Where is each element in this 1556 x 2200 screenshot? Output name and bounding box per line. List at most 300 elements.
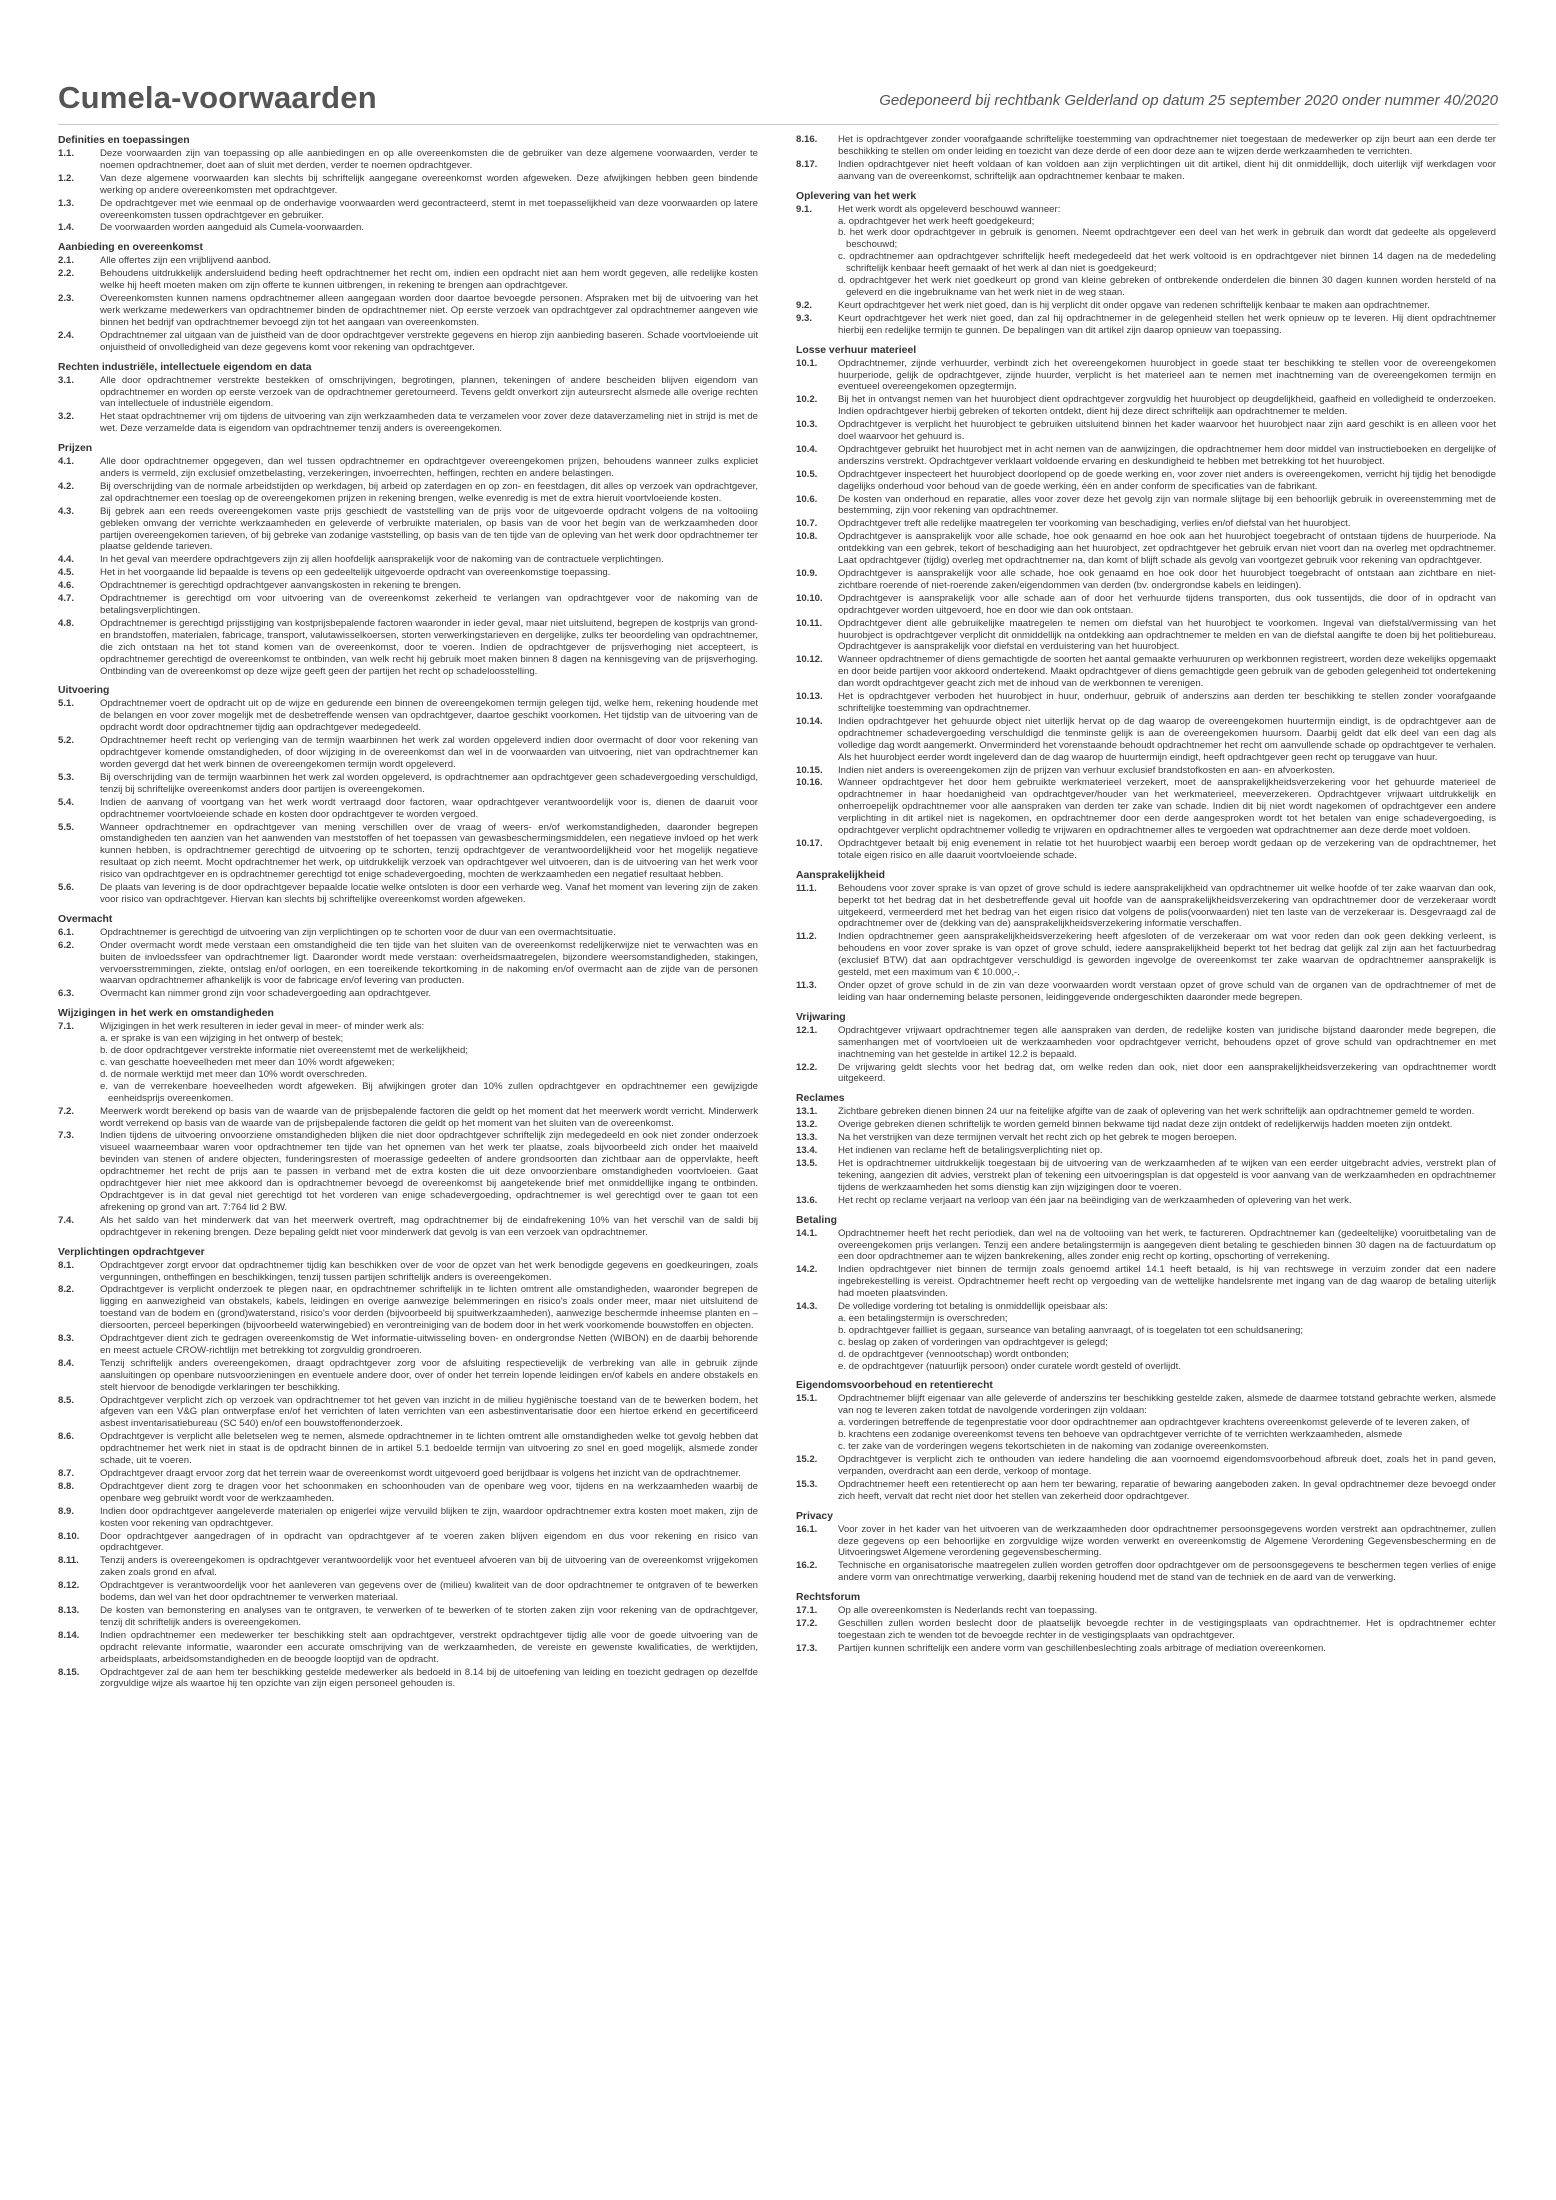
section-title: Wijzigingen in het werk en omstandigheden bbox=[58, 1008, 274, 1020]
clause-text: Partijen kunnen schriftelijk een andere vorm van geschillenbeslechting zoals arbitrage of mediation overeenkomen. bbox=[838, 1642, 1326, 1654]
clause-sub-item: d. de normale werktijd met meer dan 10% wordt overschreden. bbox=[100, 1068, 368, 1080]
clause-body bbox=[838, 1301, 1496, 1372]
clause-number: 5.5. bbox=[58, 821, 75, 833]
clause-text: Onder overmacht wordt mede verstaan een omstandigheid die ten tijde van het sluiten van de overeenkomst redelijkerwijze niet te verwachten was en buiten de invloedssfeer van opdrachtnemer ligt. Daaronder wordt mede verstaan: overheidsmaatregelen, bijzondere weersomstandigheden, stakingen, vervoersstremmingen, ziekte, ontslag en/of oorlogen, en een toereikende tekortkoming in de nakoming en/of overmacht aan de zijde van de personen waarvan opdrachtnemer afhankelijk is voor de fabricage en/of levering van producten. bbox=[100, 939, 758, 987]
clause-body bbox=[100, 375, 758, 411]
clause-sub-item: c. opdrachtnemer aan opdrachtgever schriftelijk heeft medegedeeld dat het werk voltooid is en opdrachtgever niet binnen 14 dagen na de mededeling schriftelijk kenbaar heeft gemaakt of het werk al dan niet is goedgekeurd; bbox=[838, 251, 1496, 275]
clause-sub-item: a. opdrachtgever het werk heeft goedgekeurd; bbox=[838, 215, 1035, 227]
clause-number: 10.12. bbox=[796, 654, 823, 666]
clause-number: 8.16. bbox=[796, 134, 818, 145]
clause-body bbox=[100, 940, 758, 988]
clause-body bbox=[838, 1393, 1496, 1453]
clause-text: Tenzij anders is overeengekomen is opdrachtgever verantwoordelijk voor het eventueel afvoeren van bij de uitvoering van de overeenkomst vrijgekomen zaken zoals grond en afval. bbox=[100, 1555, 758, 1579]
clause bbox=[58, 1395, 758, 1431]
clause-sub-item: c. van geschatte hoeveelheden met meer dan 10% wordt afgeweken; bbox=[100, 1057, 395, 1068]
clause-text: De kosten van onderhoud en reparatie, alles voor zover deze het gevolg zijn van normale slijtage bij een behoorlijk gebruik in overeenstemming met de bestemming, zijn voor rekening van opdrachtnemer. bbox=[838, 493, 1496, 517]
clause bbox=[58, 822, 758, 882]
section-title: Aanbieding en overeenkomst bbox=[58, 242, 203, 254]
section-title: Eigendomsvoorbehoud en retentierecht bbox=[796, 1380, 993, 1392]
clause-body bbox=[838, 469, 1496, 493]
clause-number: 17.2. bbox=[796, 1618, 818, 1630]
clause bbox=[58, 1260, 758, 1284]
clause-text: Na het verstrijken van deze termijnen vervalt het recht zich op het gebrek te mogen beroepen. bbox=[838, 1132, 1237, 1144]
clause-body bbox=[838, 300, 1496, 312]
clause-text: Indien opdrachtgever het gehuurde object niet uiterlijk hervat op de dag waarop de overeengekomen huurtermijn eindigt, is de opdrachtgever aan de opdrachtnemer schadevergoeding verschuldigd die tenminste gelijk is aan de overeengekomen huursom. Daarbij geldt dat elk deel van een dag als volledige dag wordt aangemerkt. Onverminderd het vorenstaande behoudt opdrachtnemer het recht om aanvullende schade op opdrachtgever te verhalen. Als het huurobject eerder wordt ingeleverd dan de dag waarop de huurtermijn eindigt, heeft opdrachtgever geen recht op teruggave van huur. bbox=[838, 715, 1496, 763]
section-title: Prijzen bbox=[58, 443, 93, 455]
section bbox=[796, 1591, 1496, 1655]
clause bbox=[58, 255, 758, 267]
clause-number: 2.2. bbox=[58, 268, 75, 280]
section-title: Losse verhuur materieel bbox=[796, 344, 917, 356]
clause-number: 14.2. bbox=[796, 1264, 818, 1276]
clause-body bbox=[100, 222, 758, 234]
clause-text: Bij het in ontvangst nemen van het huurobject dient opdrachtgever zorgvuldig het huurobject op deugdelijkheid, gaafheid en volledigheid te onderzoeken. Indien opdrachtgever hierbij gebreken of tekorten ontdekt, dient hij deze direct schriftelijk aan opdrachtnemer te melden. bbox=[838, 394, 1496, 418]
clause-text: Indien opdrachtnemer geen aansprakelijkheidsverzekering heeft afgesloten of de verzekeraar om wat voor reden dan ook geen dekking verleent, is behoudens en voor zover sprake is van opzet of grove schuld, iedere aansprakelijkheid beperkt tot het bedrag dat gelijk zal zijn aan het factuurbedrag (exclusief BTW) dat aan opdrachtgever verschuldigd is geworden ingevolge de overeenkomst ter zake waarvan de opdrachtnemer aansprakelijk is gesteld, met een maximum van € 10.000,-. bbox=[838, 931, 1496, 979]
clause-body bbox=[838, 593, 1496, 617]
clause bbox=[796, 618, 1496, 654]
clause-text: Opdrachtnemer heeft recht op verlenging van de termijn waarbinnen het werk zal worden opgeleverd indien door overmacht of door voor rekening van opdrachtgever komende omstandigheden, of door wijziging in de overeenkomst dan wel in de voorwaarden van uitvoering, niet van opdrachtnemer kan worden gevergd dat het werk binnen de overeengekomen termijn wordt opgeleverd. bbox=[100, 735, 758, 770]
clause-number: 5.1. bbox=[58, 698, 75, 710]
clause-text: Opdrachtnemer blijft eigenaar van alle geleverde of anderszins ter beschikking gestelde zaken, alsmede de daarmee totstand gebrachte werken, alsmede van nog te leveren zaken totdat de navolgende vorderingen zijn voldaan: bbox=[838, 1393, 1496, 1417]
clause-text: De volledige vordering tot betaling is onmiddellijk opeisbaar als: bbox=[838, 1301, 1108, 1313]
section-title: Vrijwaring bbox=[796, 1011, 846, 1023]
clause bbox=[58, 411, 758, 435]
clause-number: 4.5. bbox=[58, 567, 75, 579]
clause-text: Opdrachtgever inspecteert het huurobject doorlopend op de goede werking en, voor zover niet anders is overeengekomen, verricht hij tijdig het benodigde dagelijks onderhoud voor behoud van de goede werking, één en ander conform de specificaties van de fabrikant. bbox=[838, 468, 1496, 492]
clause-body bbox=[838, 1025, 1496, 1061]
clause-text: Wanneer opdrachtnemer of diens gemachtigde de soorten het aantal gemaakte verhuururen op werkbonnen registreert, worden deze wekelijks opgemaakt en door beide partijen voor akkoord ondertekend. Maakt opdrachtgever of diens gemachtigde geen gebruik van de geboden gelegenheid tot ondertekening dan wordt opdrachtgever geacht zich met de inhoud van de werkbonnen te verenigen. bbox=[838, 654, 1496, 690]
section bbox=[796, 1510, 1496, 1585]
clause-number: 13.5. bbox=[796, 1157, 818, 1169]
clause bbox=[58, 988, 758, 1000]
section bbox=[796, 1011, 1496, 1086]
clause-number: 14.3. bbox=[796, 1301, 818, 1313]
clause-number: 8.6. bbox=[58, 1431, 75, 1443]
clause-number: 10.9. bbox=[796, 568, 818, 579]
clause-body bbox=[838, 1643, 1496, 1655]
clause bbox=[58, 1468, 758, 1480]
clause-text: Opdrachtnemer heeft een retentierecht op aan hem ter bewaring, reparatie of bewaring aangeboden zaken. In geval opdrachtnemer deze bevoegd onder zich heeft, vervalt dat recht niet door het stellen van zekerheid door opdrachtgever. bbox=[838, 1478, 1496, 1502]
clause-number: 4.4. bbox=[58, 554, 75, 566]
clause bbox=[58, 797, 758, 821]
clause-body bbox=[100, 698, 758, 734]
clause-body bbox=[100, 148, 758, 172]
clause-body bbox=[100, 198, 758, 222]
clause bbox=[796, 1393, 1496, 1453]
clause-sub-item: c. beslag op zaken of vorderingen van opdrachtgever is gelegd; bbox=[838, 1336, 1108, 1348]
clause-body bbox=[838, 358, 1496, 394]
clause bbox=[58, 456, 758, 480]
clause bbox=[58, 330, 758, 354]
clause-text: Opdrachtnemer, zijnde verhuurder, verbindt zich het overeengekomen huurobject in goede staat ter beschikking te stellen voor de overeengekomen huurperiode, gelijk de opdrachtgever, zijnde huurder, verplicht is het materieel aan te nemen met inachtneming van de overeengekomen termijn en eventueel overeengekomen opzegtermijn. bbox=[838, 357, 1496, 393]
clause bbox=[58, 1630, 758, 1666]
clause-number: 8.13. bbox=[58, 1604, 80, 1616]
clause bbox=[58, 618, 758, 678]
clause-sub-item: d. opdrachtgever het werk niet goedkeurt op grond van kleine gebreken of ontbrekende onderdelen die binnen 30 dagen kunnen worden hersteld of na geleverd en die ingebruikname van het werk niet in de weg staan. bbox=[838, 275, 1496, 298]
clause bbox=[58, 481, 758, 505]
clause-text: Het indienen van reclame heft de betalingsverplichting niet op. bbox=[838, 1145, 1103, 1157]
clause bbox=[796, 691, 1496, 715]
clause bbox=[58, 1667, 758, 1691]
clause-body bbox=[838, 1454, 1496, 1478]
clause-sub-item: d. de opdrachtgever (vennootschap) wordt ontbonden; bbox=[838, 1348, 1069, 1360]
clause-body bbox=[100, 567, 758, 579]
clause-body bbox=[838, 1479, 1496, 1503]
clause-body bbox=[100, 456, 758, 480]
clause bbox=[796, 1479, 1496, 1503]
clause-body bbox=[838, 765, 1496, 777]
section bbox=[796, 190, 1496, 337]
clause-text: Overige gebreken dienen schriftelijk te worden gemeld binnen bekwame tijd nadat deze zijn ontdekt of redelijkerwijs hadden moeten zijn ontdekt. bbox=[838, 1119, 1453, 1131]
clause-text: De voorwaarden worden aangeduid als Cumela-voorwaarden. bbox=[100, 222, 364, 234]
clause bbox=[58, 567, 758, 579]
clause-number: 5.3. bbox=[58, 771, 75, 783]
clause-number: 8.7. bbox=[58, 1468, 75, 1479]
clause-text: Wanneer opdrachtnemer en opdrachtgever van mening verschillen over de vraag of weers- en/of werkomstandigheden, daaronder begrepen omstandigheden ten aanzien van het aanwenden van meststoffen of het toepassen van gewasbeschermingsmiddelen, een negatieve invloed op het werk kunnen hebben, is opdrachtnemer gerechtigd de uitvoering op te schorten, tenzij opdrachtgever de verantwoordelijkheid voor het mogelijk negatieve resultaat op zich neemt. Mocht opdrachtnemer het werk, op uitdrukkelijk verzoek van opdrachtgever wel uitvoeren, dan is de uitvoering van het werk voor risico van opdrachtgever en is opdrachtnemer gerechtigd tot enige schadevergoeding, mochten de werkzaamheden een negatief resultaat hebben. bbox=[100, 821, 758, 881]
clause-text: De opdrachtgever met wie eenmaal op de onderhavige voorwaarden werd gecontracteerd, stemt in met toepasselijkheid van deze voorwaarden op latere overeenkomsten tussen opdrachtgever en gebruiker. bbox=[100, 197, 758, 221]
clause bbox=[796, 444, 1496, 468]
clause bbox=[58, 1580, 758, 1604]
clause-body bbox=[100, 618, 758, 678]
clause-body bbox=[838, 159, 1496, 183]
right-column bbox=[796, 134, 1496, 2174]
clause-text: Opdrachtgever zorgt ervoor dat opdrachtnemer tijdig kan beschikken over de voor de opzet van het werk benodigde gegevens en goedkeuringen, zoals vergunningen, ontheffingen en beschikkingen, tenzij tussen partijen schriftelijk anders is overeengekomen. bbox=[100, 1259, 758, 1283]
clause-text: De kosten van bemonstering en analyses van te ontgraven, te verwerken of te bewerken of te storten zaken zijn voor rekening van de opdrachtgever, tenzij dit schriftelijk anders is overeengekomen. bbox=[100, 1604, 758, 1628]
clause-text: Behoudens voor zover sprake is van opzet of grove schuld is iedere aansprakelijkheid van opdrachtnemer uit welke hoofde of ter zake waarvan dan ook, beperkt tot het bedrag dat in het desbetreffende geval uit hoofde van de aansprakelijkheidsverzekering van opdrachtnemer door de verzekeraar wordt uitgekeerd, vermeerderd met het bedrag van het eigen risico dat volgens de polis(voorwaarden) niet ten laste van de verzekeraar is. Desgevraagd zal de opdrachtnemer over de (dekking van de) aansprakelijkheidsverzekering informatie verschaffen. bbox=[838, 882, 1496, 930]
clause-number: 8.11. bbox=[58, 1555, 79, 1567]
section bbox=[58, 241, 758, 353]
section-title: Verplichtingen opdrachtgever bbox=[58, 1246, 205, 1258]
clause bbox=[58, 268, 758, 292]
clause-body bbox=[838, 618, 1496, 654]
clause-text: Technische en organisatorische maatregelen zullen worden getroffen door opdrachtgever om de persoonsgegevens te beschermen tegen verlies of enige andere vorm van onrechtmatige verwerking, daarbij rekening houdend met de stand van de techniek en de aard van de verwerking. bbox=[838, 1560, 1496, 1584]
clause-text: Overmacht kan nimmer grond zijn voor schadevergoeding aan opdrachtgever. bbox=[100, 988, 432, 1000]
clause-number: 13.4. bbox=[796, 1145, 818, 1157]
clause-body bbox=[100, 1284, 758, 1332]
clause-body bbox=[838, 1106, 1496, 1118]
clause-body bbox=[100, 882, 758, 906]
clause-text: Het is opdrachtgever verboden het huurobject in huur, onderhuur, gebruik of anderszins aan derden ter beschikking te stellen zonder voorafgaande schriftelijke toestemming van opdrachtnemer. bbox=[838, 691, 1496, 714]
clause bbox=[58, 1215, 758, 1239]
clause-body bbox=[838, 1145, 1496, 1157]
clause bbox=[58, 375, 758, 411]
clause-text: Het in het voorgaande lid bepaalde is tevens op een gedeeltelijk uitgevoerde opdracht van overeenkomstige toepassing. bbox=[100, 567, 611, 579]
section-title: Betaling bbox=[796, 1214, 837, 1226]
clause bbox=[58, 1605, 758, 1629]
clause bbox=[796, 419, 1496, 443]
clause bbox=[796, 1264, 1496, 1300]
clause-body bbox=[100, 255, 758, 267]
clause-number: 8.5. bbox=[58, 1394, 75, 1406]
clause-text: Het is opdrachtnemer uitdrukkelijk toegestaan bij de uitvoering van de werkzaamheden af te wijken van een eerder uitgebracht advies, verstrekt plan of tekening, aangezien dit advies, verstrekt plan of tekening een uitvoeringsplan is dat opgesteld is voor aanvang van de werkzaamheden en opdrachtnemer tijdens de werkzaamheden het soms dienstig kan zijn wijzigingen door te voeren. bbox=[838, 1157, 1496, 1193]
clause-body bbox=[100, 554, 758, 566]
clause-body bbox=[838, 444, 1496, 468]
clause-number: 9.3. bbox=[796, 312, 813, 324]
clause-body bbox=[100, 268, 758, 292]
clause-body bbox=[100, 411, 758, 435]
clause-text: Indien opdrachtgever niet heeft voldaan of kan voldoen aan zijn verplichtingen uit dit artikel, dient hij dit onmiddellijk, doch uiterlijk vijf werkdagen voor aanvang van de overeenkomst, schriftelijk aan opdrachtnemer kenbaar te maken. bbox=[838, 158, 1496, 182]
clause-number: 8.9. bbox=[58, 1505, 75, 1517]
clause bbox=[796, 1158, 1496, 1194]
clause-sub-item: b. opdrachtgever failliet is gegaan, surseance van betaling aanvraagt, of is toegelaten tot een schuldsanering; bbox=[838, 1324, 1304, 1336]
clause-number: 10.17. bbox=[796, 837, 823, 849]
clause bbox=[796, 313, 1496, 337]
clause-body bbox=[838, 883, 1496, 931]
clause bbox=[796, 765, 1496, 777]
clause-text: Bij overschrijding van de termijn waarbinnen het werk zal worden opgeleverd, is opdrachtnemer aan opdrachtgever geen schadevergoeding verschuldigd, tenzij bij schriftelijke overeenkomst anders door partijen is overeengekomen. bbox=[100, 771, 758, 795]
clause-text: Opdrachtgever draagt ervoor zorg dat het terrein waar de overeenkomst wordt uitgevoerd goed berijdbaar is volgens het inzicht van de opdrachtnemer. bbox=[100, 1468, 742, 1479]
clause-body bbox=[838, 1119, 1496, 1131]
clause-number: 8.14. bbox=[58, 1629, 80, 1641]
clause-number: 1.4. bbox=[58, 222, 75, 234]
clause-body bbox=[838, 1228, 1496, 1264]
clause bbox=[58, 882, 758, 906]
section bbox=[796, 344, 1496, 862]
clause-number: 13.1. bbox=[796, 1106, 818, 1118]
clause-body bbox=[100, 1333, 758, 1357]
clause-number: 7.2. bbox=[58, 1105, 75, 1117]
section bbox=[58, 1007, 758, 1238]
clause-number: 16.2. bbox=[796, 1560, 818, 1572]
clause-text: Zichtbare gebreken dienen binnen 24 uur na feitelijke afgifte van de zaak of oplevering van het werk schriftelijk aan opdrachtnemer gemeld te worden. bbox=[838, 1106, 1475, 1118]
clause-body bbox=[838, 1264, 1496, 1300]
clause bbox=[58, 1284, 758, 1332]
clause-text: Op alle overeenkomsten is Nederlands recht van toepassing. bbox=[838, 1605, 1098, 1617]
clause-text: Geschillen zullen worden beslecht door de plaatselijk bevoegde rechter in de vestigingsplaats van opdrachtnemer. Het is opdrachtnemer echter toegestaan zich te wenden tot de bevoegde rechter in de vestigingsplaats van opdrachtgever. bbox=[838, 1618, 1496, 1641]
clause-number: 8.12. bbox=[58, 1580, 80, 1592]
clause-sub-item: c. ter zake van de vorderingen wegens tekortschieten in de nakoming van zodanige overeenkomsten. bbox=[838, 1441, 1269, 1453]
clause-body bbox=[838, 568, 1496, 592]
clause-number: 10.7. bbox=[796, 518, 818, 530]
clause bbox=[58, 1333, 758, 1357]
clause bbox=[58, 1555, 758, 1579]
section-title: Oplevering van het werk bbox=[796, 190, 917, 202]
clause bbox=[796, 518, 1496, 530]
clause bbox=[796, 358, 1496, 394]
clause-text: Tenzij schriftelijk anders overeengekomen, draagt opdrachtgever zorg voor de afsluiting respectievelijk de verbreking van alle in gebruik zijnde aansluitingen op openbare nutsvoorzieningen en eventuele andere door, over of onder het terrein lopende leidingen en/of kabels en andere obstakels en stelt hiervoor de benodigde verklaringen ter beschikking. bbox=[100, 1357, 758, 1393]
clause-number: 3.2. bbox=[58, 411, 75, 423]
clause bbox=[796, 1560, 1496, 1584]
clause-body bbox=[838, 980, 1496, 1004]
clause-text: Opdrachtgever is verplicht onderzoek te plegen naar, en opdrachtnemer schriftelijk in te lichten omtrent alle omstandigheden, waaronder begrepen de ligging en aanwezigheid van obstakels, kabels, leidingen en overige aanwezige belemmeringen en risico's zoals onder meer, maar niet uitsluitend de toestand van de bodem en (grond)waterstand, risico's voor derden (bijvoorbeeld bij spuitwerkzaamheden), aanwezige beschermde inheemse planten en – diersoorten, perceel beperkingen (bijvoorbeeld waterwingebied) en verontreiniging van de bodem door in het werk voorkomende bouwstoffen en objecten. bbox=[100, 1284, 758, 1332]
clause-number: 1.1. bbox=[58, 148, 75, 159]
clause-body bbox=[100, 1481, 758, 1505]
clause-sub-item: b. het werk door opdrachtgever in gebruik is genomen. Neemt opdrachtgever een deel van het werk in gebruik dan wordt dat gedeelte als opgeleverd beschouwd; bbox=[838, 227, 1496, 251]
clause-number: 13.3. bbox=[796, 1132, 818, 1144]
clause bbox=[796, 1119, 1496, 1131]
clause-text: De plaats van levering is de door opdrachtgever bepaalde locatie welke ontsloten is door een verharde weg. Vanaf het moment van levering zijn de zaken voor risico van opdrachtgever. Hiervan kan slechts bij schriftelijke overeenkomst worden afgeweken. bbox=[100, 882, 758, 905]
clause-sub-item: a. een betalingstermijn is overschreden; bbox=[838, 1312, 1008, 1324]
clause-text: Opdrachtgever is verplicht alle beletselen weg te nemen, alsmede opdrachtnemer in te lichten omtrent alle omstandigheden welke tot gevolg hebben dat opdrachtnemer het werk niet in staat is de opdracht binnen de in artikel 5.1 bedoelde termijn van uitvoering zo snel en goed mogelijk, alsmede zonder schade, uit te voeren. bbox=[100, 1431, 758, 1467]
clause-number: 16.1. bbox=[796, 1523, 818, 1535]
section bbox=[58, 1246, 758, 1691]
clause-text: Opdrachtgever vrijwaart opdrachtnemer tegen alle aanspraken van derden, de redelijke kosten van juridische bijstand daaronder mede begrepen, die samenhangen met of voortvloeien uit de werkzaamheden voor opdrachtgever verricht, behoudens opzet of grove schuld van opdrachtnemer en met inachtneming van het gestelde in artikel 12.2 is bepaald. bbox=[838, 1024, 1496, 1060]
clause-body bbox=[838, 1524, 1496, 1560]
clause-body bbox=[100, 1130, 758, 1213]
document-header bbox=[58, 80, 1498, 126]
clause-text: Opdrachtgever dient zorg te dragen voor het schoonmaken en schoonhouden van de openbare weg voor, tijdens en na werkzaamheden waarbij de openbare weg gebruikt wordt voor de werkzaamheden. bbox=[100, 1480, 758, 1504]
clause-text: Behoudens uitdrukkelijk andersluidend beding heeft opdrachtnemer het recht om, indien een opdracht niet aan hem wordt gegeven, alle redelijke kosten welke hij heeft moeten maken om zijn offerte te kunnen uitbrengen, in rekening te brengen aan opdrachtgever. bbox=[100, 268, 758, 292]
clause-number: 7.1. bbox=[58, 1021, 75, 1033]
clause-body bbox=[838, 494, 1496, 518]
clause-number: 2.3. bbox=[58, 293, 75, 305]
section-title: Reclames bbox=[796, 1093, 845, 1105]
section-title: Rechtsforum bbox=[796, 1592, 861, 1604]
clause bbox=[796, 531, 1496, 567]
document-title: Cumela-voorwaarden bbox=[58, 80, 377, 115]
clause-text: Overeenkomsten kunnen namens opdrachtnemer alleen aangegaan worden door daartoe bevoegde personen. Afspraken met bij de uitvoering van het werk werkzame medewerkers van opdrachtnemer binden de opdrachtnemer niet. Op eerste verzoek van opdrachtgever zal opdrachtnemer aangeven wie binnen het bedrijf van opdrachtnemer bevoegd zijn tot het aangaan van overeenkomsten. bbox=[100, 293, 758, 328]
clause bbox=[796, 716, 1496, 764]
clause-text: Indien door opdrachtgever aangeleverde materialen op enigerlei wijze vervuild blijken te zijn, waardoor opdrachtnemer extra kosten moet maken, zijn de kosten voor rekening van opdrachtgever. bbox=[100, 1505, 758, 1529]
clause-body bbox=[838, 1560, 1496, 1584]
clause-text: Keurt opdrachtgever het werk niet goed, dan zal hij opdrachtnemer in de gelegenheid stellen het werk opnieuw op te leveren. Hij dient opdrachtnemer hierbij een redelijke termijn te gunnen. De bepalingen van dit artikel zijn daarop opnieuw van toepassing. bbox=[838, 312, 1496, 336]
clause-body bbox=[100, 1215, 758, 1239]
clause bbox=[58, 735, 758, 771]
clause-text: Indien niet anders is overeengekomen zijn de prijzen van verhuur exclusief brandstofkosten en aan- en afvoerkosten. bbox=[838, 764, 1336, 776]
section-title: Aansprakelijkheid bbox=[796, 869, 885, 881]
clause-sub-item: e. van de verrekenbare hoeveelheden wordt afgeweken. Bij afwijkingen groter dan 10% zullen opdrachtgever en opdrachtnemer een gewijzigde eenheidsprijs overeenkomen. bbox=[100, 1080, 758, 1104]
clause bbox=[58, 222, 758, 234]
clause-text: De vrijwaring geldt slechts voor het bedrag dat, om welke reden dan ook, niet door een aansprakelijkheidsverzekering van opdrachtnemer wordt uitgekeerd. bbox=[838, 1061, 1496, 1085]
clause-text: Opdrachtnemer is gerechtigd de uitvoering van zijn verplichtingen op te schorten voor de duur van een overmachtsituatie. bbox=[100, 926, 616, 938]
clause-body bbox=[838, 419, 1496, 443]
clause bbox=[58, 173, 758, 197]
clause-number: 10.13. bbox=[796, 691, 823, 703]
clause-number: 4.8. bbox=[58, 617, 75, 629]
clause-body bbox=[100, 1260, 758, 1284]
clause-number: 14.1. bbox=[796, 1227, 818, 1239]
clause bbox=[58, 1130, 758, 1213]
clause-text: Opdrachtgever gebruikt het huurobject met in acht nemen van de aanwijzingen, die opdrachtnemer hem door middel van instructieboeken en dergelijke of anderszins verstrekt. Opdrachtgever verklaart voldoende ervaring en deskundigheid te hebben met betrekking tot het huurobject. bbox=[838, 443, 1496, 467]
clause-text: Opdrachtgever dient zich te gedragen overeenkomstig de Wet informatie-uitwisseling boven- en ondergrondse Netten (WIBON) en de daarbij behorende en meest actuele CROW-richtlijn met betrekking tot zorgvuldig grondroeren. bbox=[100, 1333, 758, 1356]
clause-number: 10.2. bbox=[796, 394, 818, 406]
clause bbox=[796, 980, 1496, 1004]
clause-number: 8.10. bbox=[58, 1530, 80, 1542]
clause-body bbox=[100, 797, 758, 821]
clause-body bbox=[100, 580, 758, 592]
clause-number: 10.14. bbox=[796, 715, 823, 727]
clause-sub-item: e. de opdrachtgever (natuurlijk persoon) onder curatele wordt gesteld of overlijdt. bbox=[838, 1360, 1181, 1372]
clause-body bbox=[100, 506, 758, 554]
section bbox=[58, 442, 758, 677]
clause-text: Het is opdrachtgever zonder voorafgaande schriftelijke toestemming van opdrachtnemer niet toegestaan de medewerker op zijn beurt aan een derde ter beschikking te stellen om onder leiding en toezicht van deze derde of een door deze aan te wijzen derde werkzaamheden te verrichten. bbox=[838, 134, 1496, 157]
clause-text: Keurt opdrachtgever het werk niet goed, dan is hij verplicht dit onder opgave van redenen schriftelijk kenbaar te maken aan opdrachtnemer. bbox=[838, 299, 1430, 311]
clause-number: 10.10. bbox=[796, 592, 823, 604]
clause-text: Het staat opdrachtnemer vrij om tijdens de uitvoering van zijn werkzaamheden data te verzamelen voor zover deze dataverzameling niet in strijd is met de wet. Deze verzamelde data is eigendom van opdrachtnemer tenzij anders is overeengekomen. bbox=[100, 411, 758, 435]
clause-text: Alle door opdrachtnemer opgegeven, dan wel tussen opdrachtnemer en opdrachtgever overeengekomen prijzen, behoudens wanneer zulks expliciet anders is vermeld, zijn exclusief omzetbelasting, verzekeringen, invoerrechten, heffingen, rechten en andere belastingen. bbox=[100, 456, 758, 480]
clause bbox=[796, 883, 1496, 931]
clause-body bbox=[838, 691, 1496, 715]
clause-text: Indien de aanvang of voortgang van het werk wordt vertraagd door factoren, waar opdrachtgever verantwoordelijk voor is, dienen de daaruit voor opdrachtnemer voortvloeiende schade en kosten door opdrachtgever te worden vergoed. bbox=[100, 796, 758, 820]
clause-body bbox=[100, 1667, 758, 1691]
clause bbox=[796, 1618, 1496, 1642]
section bbox=[796, 1092, 1496, 1206]
clause-text: Alle door opdrachtnemer verstrekte bestekken of omschrijvingen, begrotingen, plannen, tekeningen of andere bescheiden blijven eigendom van opdrachtnemer en worden op eerste verzoek van de opdrachtnemer geretourneerd. Tevens geldt onverkort zijn auteursrecht alsmede alle overige rechten van intellectuele of industriële eigendom. bbox=[100, 374, 758, 410]
clause-text: Opdrachtnemer is gerechtigd opdrachtgever aanvangskosten in rekening te brengen. bbox=[100, 580, 462, 592]
clause-number: 5.6. bbox=[58, 882, 75, 894]
section-title: Privacy bbox=[796, 1510, 833, 1522]
clause-sub-item: b. de door opdrachtgever verstrekte informatie niet overeenstemt met de werkelijkheid; bbox=[100, 1045, 468, 1057]
section-title: Rechten industriële, intellectuele eigendom en data bbox=[58, 361, 312, 373]
clause bbox=[796, 1195, 1496, 1207]
clause-text: Opdrachtgever dient alle gebruikelijke maatregelen te nemen om diefstal van het huurobject te voorkomen. Ingeval van diefstal/vermissing van het huurobject is opdrachtgever verplicht dit onmiddellijk na ontdekking aan opdrachtnemer te melden en van de diefstal aangifte te doen bij het politiebureau. Opdrachtgever is aansprakelijk voor diefstal en verduistering van het huurobject. bbox=[838, 617, 1496, 653]
clause-number: 10.5. bbox=[796, 468, 818, 480]
clause-text: Opdrachtgever zal de aan hem ter beschikking gestelde medewerker als bedoeld in 8.14 bij de uitoefening van leiding en toezicht gedragen op dezelfde zorgvuldige wijze als waartoe hij ten opzichte van zijn eigen personeel gehouden is. bbox=[100, 1666, 758, 1690]
clause-body bbox=[100, 1580, 758, 1604]
header-divider bbox=[58, 124, 1498, 125]
clause-body bbox=[100, 988, 758, 1000]
clause-number: 10.11. bbox=[796, 617, 823, 629]
clause-body bbox=[838, 531, 1496, 567]
clause-body bbox=[100, 330, 758, 354]
clause-body bbox=[100, 1531, 758, 1555]
clause-text: Het recht op reclame verjaart na verloop van één jaar na beëindiging van de werkzaamheden of oplevering van het werk. bbox=[838, 1194, 1352, 1206]
deposit-notice: Gedeponeerd bij rechtbank Gelderland op datum 25 september 2020 onder nummer 40/2020 bbox=[879, 92, 1498, 109]
clause-text: Opdrachtgever is verplicht zich te onthouden van iedere handeling die aan voornoemd eigendomsvoorbehoud afbreuk doet, zoals het in pand geven, verpanden, overdracht aan een derde, verkoop of montage. bbox=[838, 1454, 1496, 1477]
clause-number: 10.15. bbox=[796, 764, 823, 776]
clause-body bbox=[100, 735, 758, 771]
clause-text: Opdrachtgever betaalt bij enig evenement in relatie tot het huurobject waarbij een beroep wordt gedaan op de verzekering van de opdrachtnemer, het totale eigen risico en alle daaruit voortvloeiende schade. bbox=[838, 837, 1496, 861]
clause-text: Opdrachtnemer is gerechtigd om voor uitvoering van de overeenkomst zekerheid te verlangen van opdrachtgever voor de nakoming van de betalingsverplichtingen. bbox=[100, 593, 758, 616]
clause bbox=[796, 1524, 1496, 1560]
clause-body bbox=[838, 1132, 1496, 1144]
section bbox=[58, 134, 758, 234]
clause-text: Bij overschrijding van de normale arbeidstijden op werkdagen, bij arbeid op zaterdagen en op zon- en feestdagen, dit alles op verzoek van opdrachtgever, zal opdrachtnemer een toeslag op de overeengekomen prijzen in rekening brengen, welke evenredig is met de extra hieruit voortvloeiende kosten. bbox=[100, 480, 758, 504]
clause-number: 8.15. bbox=[58, 1666, 80, 1678]
clause bbox=[58, 580, 758, 592]
clause-body bbox=[838, 654, 1496, 690]
section-title: Uitvoering bbox=[58, 685, 110, 697]
clause-number: 11.2. bbox=[796, 931, 817, 943]
clause-body bbox=[838, 1618, 1496, 1642]
clause-body bbox=[838, 1062, 1496, 1086]
clause-number: 8.2. bbox=[58, 1284, 75, 1296]
clause-number: 10.8. bbox=[796, 531, 818, 543]
clause-body bbox=[100, 1395, 758, 1431]
clause-text: In het geval van meerdere opdrachtgevers zijn zij allen hoofdelijk aansprakelijk voor de nakoming van de contractuele verplichtingen. bbox=[100, 554, 664, 566]
clause-sub-item: b. krachtens een zodanige overeenkomst tevens ten behoeve van opdrachtgever verrichte of te verrichten werkzaamheden, alsmede bbox=[838, 1429, 1403, 1441]
clause-text: Opdrachtnemer heeft het recht periodiek, dan wel na de voltooiing van het werk, te factureren. Opdrachtnemer kan (gedeeltelijke) vooruitbetaling van de overeengekomen prijs verlangen. Tenzij een andere betalingstermijn is aangegeven dient betaling te geschieden binnen 30 dagen na de factuurdatum op een door opdrachtnemer aan te wijzen bankrekening, alles zonder enig recht op korting, opschorting of verrekening. bbox=[838, 1227, 1496, 1263]
clause-body bbox=[838, 1605, 1496, 1617]
clause-body bbox=[100, 293, 758, 329]
clause-number: 4.6. bbox=[58, 580, 75, 592]
clause-text: Opdrachtgever is verantwoordelijk voor het aanleveren van gegevens over de (milieu) kwaliteit van de door opdrachtnemer te ontgraven of te bewerken bodems, dan wel van het door opdrachtnemer te verwerken materiaal. bbox=[100, 1580, 758, 1604]
clause-number: 8.17. bbox=[796, 158, 818, 170]
clause bbox=[796, 494, 1496, 518]
section-title: Definities en toepassingen bbox=[58, 135, 190, 146]
clause bbox=[796, 568, 1496, 592]
clause-text: Wanneer opdrachtgever het door hem gebruikte werkmaterieel verzekert, moet de aansprakelijkheidsverzekering voor het gehuurde materieel de opdrachtnemer in haar hoedanigheid van opdrachtgever/houder van het werkmaterieel, meeverzekeren. Opdrachtgever vrijwaart uitdrukkelijk en onherroepelijk opdrachtnemer voor alle aanspraken van derden ter zake van schade. Indien dit bij niet wordt nagekomen of opdrachtgever een andere verplichting in dit artikel niet is nagekomen, en opdrachtnemer door een derde aangesproken wordt tot het betalen van enige schadevergoeding, is opdrachtgever verplicht opdrachtnemer volledig te vrijwaren en opdrachtnemer alles te vergoeden wat opdrachtnemer aan deze derde moet voldoen. bbox=[838, 777, 1496, 837]
clause-number: 17.3. bbox=[796, 1642, 818, 1654]
clause-text: Indien opdrachtgever niet binnen de termijn zoals genoemd artikel 14.1 heeft betaald, is hij van rechtswege in verzuim zonder dat een nadere ingebrekestelling is vereist. Opdrachtnemer heeft recht op vergoeding van de wettelijke handelsrente met ingang van de dag waarop de betaling uiterlijk had moeten plaatsvinden. bbox=[838, 1264, 1496, 1300]
clause bbox=[58, 1531, 758, 1555]
clause-text: Onder opzet of grove schuld in de zin van deze voorwaarden wordt verstaan opzet of grove schuld van de organen van de opdrachtnemer of met de leiding van haar onderneming belaste personen, leidinggevende ondergeschikten daaronder mede begrepen. bbox=[838, 980, 1496, 1003]
clause bbox=[796, 1301, 1496, 1372]
clause-number: 10.3. bbox=[796, 419, 818, 431]
clause-number: 15.2. bbox=[796, 1454, 818, 1465]
clause-text: Opdrachtgever is aansprakelijk voor alle schade, hoe ook genaamd en hoe ook door het huurobject toegebracht of ontstaan aan zichtbare en niet-zichtbare roerende of niet-roerende zaken/eigendommen van derden (bv. ondergrondse kabels en leidingen). bbox=[838, 568, 1496, 591]
clause bbox=[58, 927, 758, 939]
clause-text: Als het saldo van het minderwerk dat van het meerwerk overtreft, mag opdrachtnemer bij de eindafrekening 10% van het verschil van de saldi bij opdrachtgever in rekening brengen. Deze bepaling geldt niet voor minderwerk dat gevolg is van een verzoek van opdrachtnemer. bbox=[100, 1214, 758, 1238]
clause bbox=[58, 1481, 758, 1505]
clause-number: 11.1. bbox=[796, 882, 817, 894]
clause bbox=[796, 469, 1496, 493]
clause-text: Indien opdrachtnemer een medewerker ter beschikking stelt aan opdrachtgever, verstrekt opdrachtgever tijdig alle voor de goede uitvoering van de opdracht relevante informatie, waaronder een accurate omschrijving van de werkzaamheden, de vereiste en gewenste kwalificaties, de werktijden, arbeidsplaats, arbeidsomstandigheden en de beoogde looptijd van de opdracht. bbox=[100, 1629, 758, 1665]
clause-number: 4.7. bbox=[58, 593, 75, 605]
clause-number: 2.1. bbox=[58, 255, 75, 267]
clause-text: Het werk wordt als opgeleverd beschouwd wanneer: bbox=[838, 203, 1061, 215]
section bbox=[58, 913, 758, 1000]
